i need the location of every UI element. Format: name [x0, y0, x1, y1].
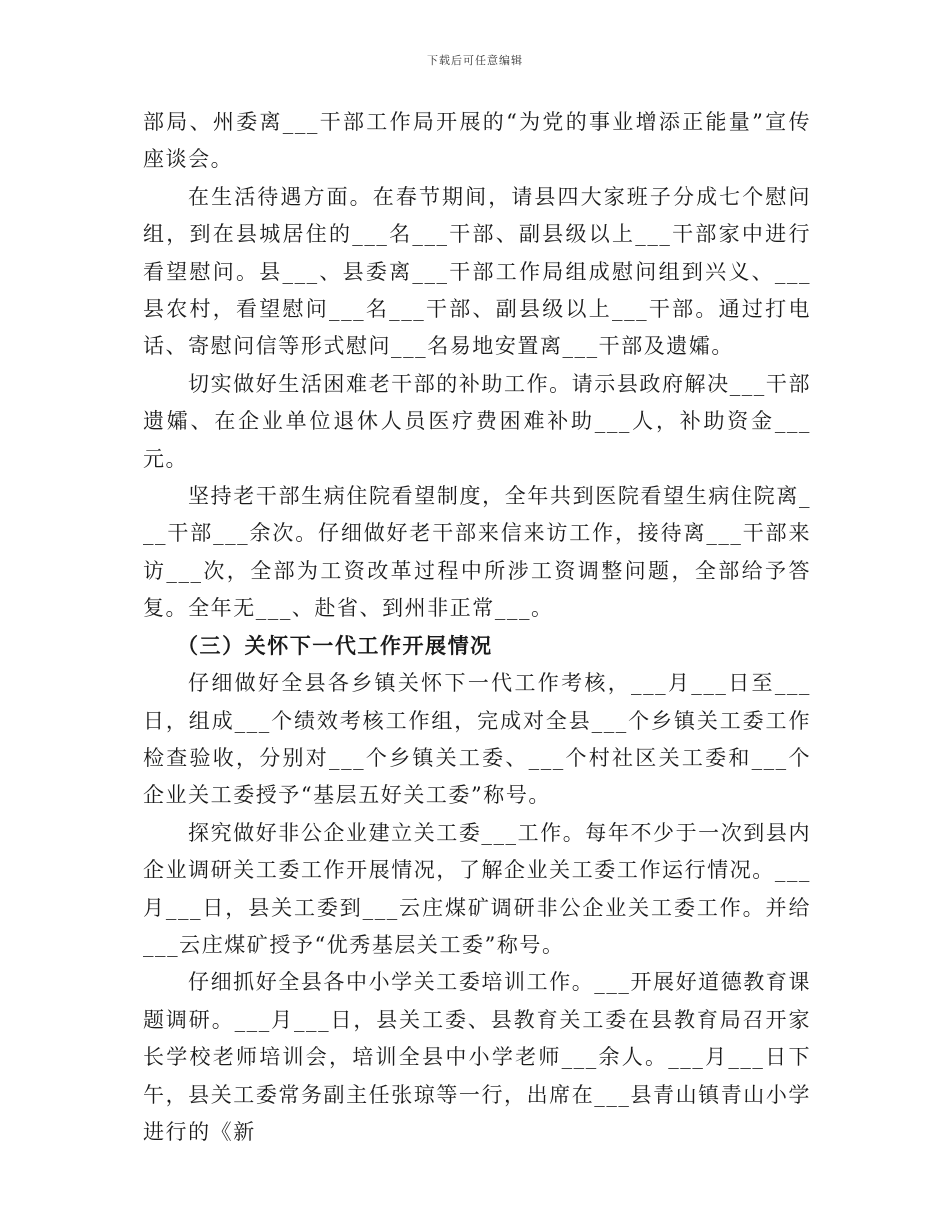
paragraph-hospital-visits: 坚持老干部生病住院看望制度，全年共到医院看望生病住院离___干部___余次。仔细做好老干部来信来访工作，接待离___干部来访___次，全部为工资改革过程中所涉工资调整问题，全部给予答复。全年无___、赴省、到州非正常___。: [143, 484, 811, 621]
page-header: 下载后可任意编辑: [427, 54, 523, 67]
paragraph-living-conditions: 在生活待遇方面。在春节期间，请县四大家班子分成七个慰问组，到在县城居住的___名___干部、副县级以上___干部家中进行看望慰问。县___、县委离___干部工作局组成慰问组到兴义、___县农村，看望慰问___名___干部、副县级以上___干部。通过打电话、寄慰问信等形式慰问___名易地安置离___干部及遗孀。: [143, 184, 811, 359]
paragraph-school-training: 仔细抓好全县各中小学关工委培训工作。___开展好道德教育课题调研。___月___日，县关工委、县教育关工委在县教育局召开家长学校老师培训会，培训全县中小学老师___余人。___月___日下午，县关工委常务副主任张琼等一行，出席在___县青山镇青山小学进行的《新: [143, 970, 811, 1144]
paragraph-continuation: 部局、州委离___干部工作局开展的“为党的事业增添正能量”宣传座谈会。: [143, 110, 811, 172]
paragraph-hardship-subsidy: 切实做好生活困难老干部的补助工作。请示县政府解决___干部遗孀、在企业单位退休人员医疗费困难补助___人，补助资金___元。: [143, 371, 811, 471]
document-body: [143, 104, 811, 1151]
section-heading: （三）关怀下一代工作开展情况: [177, 633, 493, 658]
paragraph-township-assessment: 仔细做好全县各乡镇关怀下一代工作考核，___月___日至___日，组成___个绩效考核工作组，完成对全县___个乡镇关工委工作检查验收，分别对___个乡镇关工委、___个村社区关工委和___个企业关工委授予“基层五好关工委”称号。: [143, 671, 811, 808]
paragraph-enterprise-committee: 探究做好非公企业建立关工委___工作。每年不少于一次到县内企业调研关工委工作开展情况，了解企业关工委工作运行情况。___月___日，县关工委到___云庄煤矿调研非公企业关工委工作。并给___云庄煤矿授予“优秀基层关工委”称号。: [143, 820, 811, 957]
